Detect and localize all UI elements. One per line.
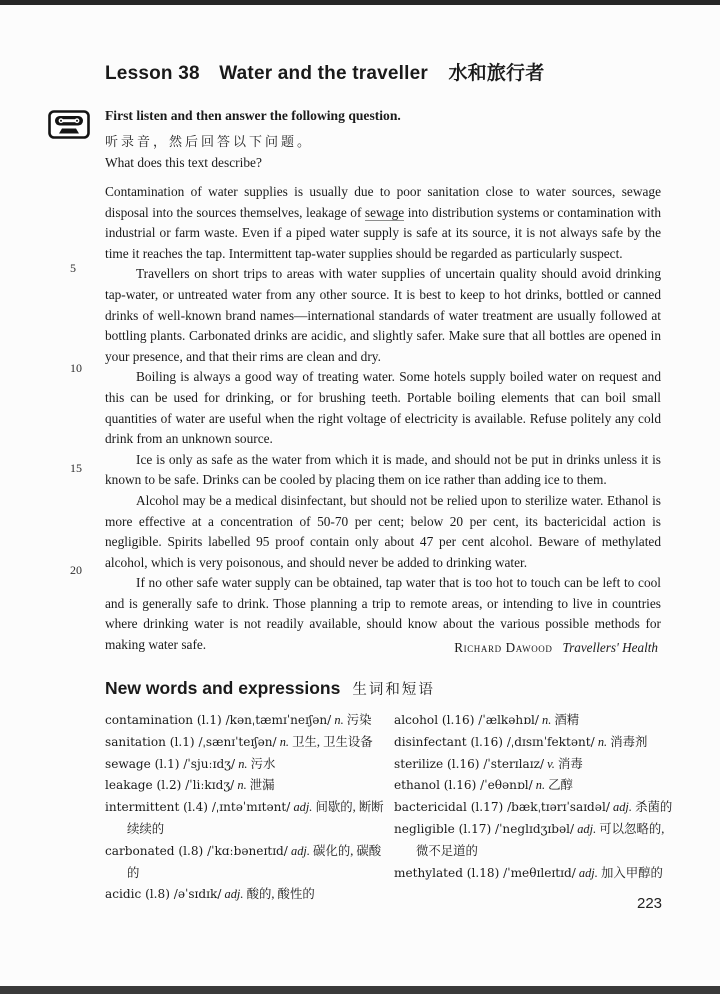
line-number-10: 10 xyxy=(70,361,82,375)
book-title: Travellers' Health xyxy=(562,640,658,655)
vocab-entry xyxy=(105,797,384,841)
vocab-column-right xyxy=(394,710,673,906)
vocab-entry xyxy=(105,710,384,732)
vocab-zh: 杀菌的 xyxy=(635,800,673,815)
vocab-pos: n. xyxy=(237,778,247,793)
vocab-pos: adj. xyxy=(578,865,598,880)
vocab-pos: n. xyxy=(238,756,248,771)
vocab-entry xyxy=(105,884,384,906)
listen-instruction-zh: 听录音，然后回答以下问题。 xyxy=(105,134,314,149)
vocab-zh: 加入甲醇的 xyxy=(600,865,663,880)
paragraph-5: Alcohol may be a medical disinfectant, but should not be relied upon to sterilize water. Ethanol is more effective at a concentration of 50-70 per cent; below 20 per cent, its bactericidal action is negligible. Spirits labelled 95 proof contain only about 47 per cent alcohol. Beware of methylated alcohol, which is very poisonous, and should never be added to drinking water. xyxy=(105,492,661,570)
vocab-entry xyxy=(394,819,673,863)
listen-question: What does this text describe? xyxy=(105,155,262,170)
vocab-entry xyxy=(394,775,673,797)
vocab-head: contamination (l.1) /kənˌtæmɪˈneɪʃən/ xyxy=(105,713,332,727)
vocab-pos: n. xyxy=(535,778,546,793)
paragraph-6: If no other safe water supply can be obtained, tap water that is too hot to touch can be left to cool and is generally safe to drink. Those planning a trip to remote areas, or intending to live in countries where drinking water is not readily available, should know about the various possible methods for making water safe. xyxy=(105,575,661,653)
vocab-heading-zh: 生词和短语 xyxy=(352,682,435,698)
vocab-list xyxy=(105,710,673,906)
vocab-head: bactericidal (l.17) /bækˌtɪərɪˈsaɪdəl/ xyxy=(394,800,610,815)
vocab-zh: 间歇的, 断断续续的 xyxy=(127,800,384,836)
vocab-pos: n. xyxy=(334,713,344,727)
vocab-entry xyxy=(105,732,384,754)
paragraph-3: Boiling is always a good way of treating water. Some hotels supply boiled water on request and this can be used for drinking, or for brushing teeth. Portable boiling elements that can boil small quantities of water are useful when the right voltage of electricity is available. Refuse politely any cold drink from an unknown source. xyxy=(105,369,661,447)
vocab-entry xyxy=(105,754,384,776)
vocab-pos: adj. xyxy=(613,800,632,815)
vocab-head: negligible (l.17) /ˈneglɪdʒɪbəl/ xyxy=(394,821,575,836)
vocab-pos: n. xyxy=(279,734,290,749)
page-number: 223 xyxy=(637,895,663,912)
vocab-pos: n. xyxy=(542,713,552,727)
vocab-pos: adj. xyxy=(293,800,313,815)
paragraph-1 xyxy=(105,182,661,264)
vocab-head: methylated (l.18) /ˈmeθɪleɪtɪd/ xyxy=(394,865,576,880)
line-number-20: 20 xyxy=(70,563,82,577)
vocab-entry xyxy=(105,775,384,797)
vocab-head: sewage (l.1) /ˈsjuːɪdʒ/ xyxy=(105,756,236,771)
vocab-entry xyxy=(105,841,384,885)
vocab-head: sterilize (l.16) /ˈsterɪlaɪz/ xyxy=(394,756,545,771)
paragraph-1-text-cont: into distribution systems or contamination with industrial or farm waste. Even if a piped water supply is safe at its source, it is not always safe by the time it reaches the tap. Intermittent tap-water supplies should be regarded as particularly suspect. xyxy=(105,204,661,261)
vocab-head: alcohol (l.16) /ˈælkəhɒl/ xyxy=(394,713,539,727)
vocab-pos: n. xyxy=(597,734,608,749)
vocab-pos: adj. xyxy=(577,821,597,836)
vocab-zh: 酸的, 酸性的 xyxy=(246,887,315,902)
line-number-5: 5 xyxy=(70,261,76,275)
underlined-word: sewage xyxy=(364,204,405,220)
vocab-column-left xyxy=(105,710,384,906)
reading-passage xyxy=(105,182,661,656)
vocab-zh: 乙醇 xyxy=(548,778,573,793)
scan-edge-bottom xyxy=(0,986,720,994)
vocab-heading-en: New words and expressions xyxy=(105,678,341,698)
vocab-zh: 酒精 xyxy=(554,713,580,727)
vocab-entry xyxy=(394,754,673,776)
page-title xyxy=(105,58,544,85)
vocab-zh: 卫生, 卫生设备 xyxy=(292,734,373,749)
paragraph-4: Ice is only as safe as the water from which it is made, and should not be put in drinks unless it is known to be safe. Drinks can be cooled by placing them on ice rather than adding ice to them. xyxy=(105,451,661,488)
vocab-head: intermittent (l.4) /ˌɪntəˈmɪtənt/ xyxy=(105,800,291,815)
vocab-zh: 泄漏 xyxy=(249,778,275,793)
vocab-pos: adj. xyxy=(291,843,310,858)
source-attribution xyxy=(238,640,658,656)
vocab-zh: 可以忽略的, 微不足道的 xyxy=(416,821,665,858)
vocab-pos: adj. xyxy=(224,887,244,902)
vocab-pos: v. xyxy=(547,756,555,771)
vocab-entry xyxy=(394,863,673,885)
lesson-number: Lesson 38 xyxy=(105,63,200,84)
paragraph-2: Travellers on short trips to areas with water supplies of uncertain quality should avoid drinking tap-water, or untreated water from any other source. It is best to keep to hot drinks, bottled or canned drinks of well-known brand names—international standards of water treatment are usually followed at bottling plants. Carbonated drinks are acidic, and slightly safer. Make sure that all bottles are opened in your presence, and that their rims are clean and dry. xyxy=(105,266,661,364)
vocab-head: leakage (l.2) /ˈliːkɪdʒ/ xyxy=(105,778,235,793)
listen-instruction-en: First listen and then answer the following question. xyxy=(105,108,401,123)
vocab-entry xyxy=(394,710,673,732)
vocab-zh: 污水 xyxy=(250,756,276,771)
lesson-title-zh: 水和旅行者 xyxy=(448,63,545,84)
vocab-section-heading xyxy=(105,678,435,699)
vocab-zh: 消毒 xyxy=(557,756,583,771)
line-number-15: 15 xyxy=(70,461,82,475)
author-name: Richard Dawood xyxy=(454,640,553,655)
vocab-zh: 污染 xyxy=(346,713,372,727)
vocab-zh: 消毒剂 xyxy=(610,734,648,749)
vocab-head: acidic (l.8) /əˈsɪdɪk/ xyxy=(105,887,222,902)
scan-edge-top xyxy=(0,0,720,5)
vocab-zh: 碳化的, 碳酸的 xyxy=(127,843,382,880)
paragraph-1-text: Contamination of water supplies is usually due to poor sanitation close to water sources, sewage disposal into the sources themselves, leakage of xyxy=(105,184,661,220)
vocab-head: sanitation (l.1) /ˌsænɪˈteɪʃən/ xyxy=(105,734,277,749)
lesson-title-en: Water and the traveller xyxy=(219,63,428,84)
vocab-head: disinfectant (l.16) /ˌdɪsɪnˈfektənt/ xyxy=(394,734,595,749)
vocab-entry xyxy=(394,797,673,819)
vocab-head: ethanol (l.16) /ˈeθənɒl/ xyxy=(394,778,533,793)
vocab-entry xyxy=(394,732,673,754)
cassette-icon xyxy=(48,110,90,139)
vocab-head: carbonated (l.8) /ˈkɑːbəneɪtɪd/ xyxy=(105,843,288,858)
